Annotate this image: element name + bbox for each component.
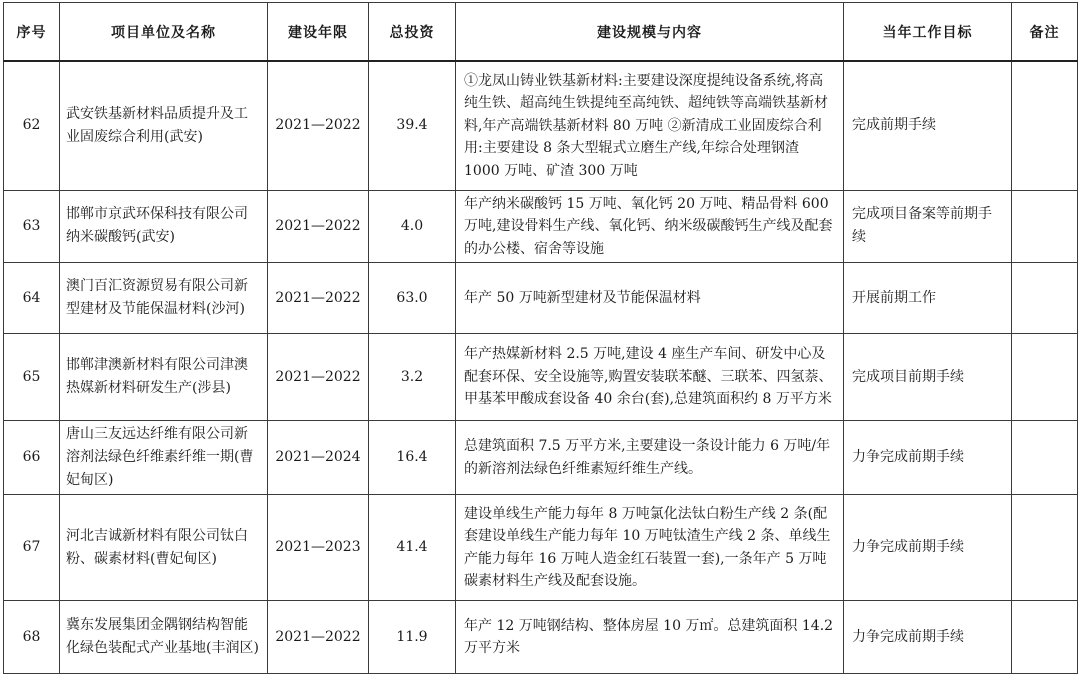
row-years: 2021—2023 (268, 495, 369, 601)
row-annual-goal: 完成项目备案等前期手续 (844, 190, 1012, 263)
header-row (4, 3, 1078, 62)
row-no: 66 (4, 421, 60, 495)
row-no: 65 (4, 334, 60, 421)
row-project-name: 冀东发展集团金隅钢结构智能化绿色装配式产业基地(丰润区) (60, 601, 268, 674)
table-row (4, 263, 1078, 334)
row-no: 64 (4, 263, 60, 334)
row-scale-content: ①龙凤山铸业铁基新材料:主要建设深度提纯设备系统,将高纯生铁、超高纯生铁提纯至高纯铁、超纯铁等高端铁基新材料,年产高端铁基新材料 80 万吨 ②新清成工业固废综合利用:主要建设 8 条大型辊式立磨生产线,年综合处理钢渣 1000 万吨、矿渣 300 万吨 (456, 61, 844, 190)
row-remarks (1012, 601, 1078, 674)
row-investment: 63.0 (369, 263, 456, 334)
row-investment: 3.2 (369, 334, 456, 421)
row-no: 67 (4, 495, 60, 601)
row-remarks (1012, 263, 1078, 334)
header-no: 序号 (4, 3, 60, 62)
row-project-name: 邯郸市京武环保科技有限公司纳米碳酸钙(武安) (60, 190, 268, 263)
row-scale-content: 年产 12 万吨钢结构、整体房屋 10 万㎡。总建筑面积 14.2 万平方米 (456, 601, 844, 674)
row-annual-goal: 开展前期工作 (844, 263, 1012, 334)
row-scale-content: 年产 50 万吨新型建材及节能保温材料 (456, 263, 844, 334)
row-scale-content: 建设单线生产能力每年 8 万吨氯化法钛白粉生产线 2 条(配套建设单线生产能力每年 10 万吨钛渣生产线 2 条、单线生产能力每年 16 万吨人造金红石装置一套),一条年产 5 万吨碳素材料生产线及配套设施。 (456, 495, 844, 601)
header-project-name: 项目单位及名称 (60, 3, 268, 62)
table-row (4, 495, 1078, 601)
row-scale-content: 年产热媒新材料 2.5 万吨,建设 4 座生产车间、研发中心及配套环保、安全设施等,购置安装联苯醚、三联苯、四氢萘、甲基苯甲酸成套设备 40 余台(套),总建筑面积约 8 万平方米 (456, 334, 844, 421)
row-years: 2021—2022 (268, 190, 369, 263)
row-annual-goal: 完成前期手续 (844, 61, 1012, 190)
table-row (4, 61, 1078, 190)
row-investment: 39.4 (369, 61, 456, 190)
table-row (4, 601, 1078, 674)
row-project-name: 邯郸津澳新材料有限公司津澳热媒新材料研发生产(涉县) (60, 334, 268, 421)
row-annual-goal: 力争完成前期手续 (844, 495, 1012, 601)
row-annual-goal: 完成项目前期手续 (844, 334, 1012, 421)
table-row (4, 334, 1078, 421)
table-row (4, 190, 1078, 263)
row-annual-goal: 力争完成前期手续 (844, 421, 1012, 495)
row-remarks (1012, 334, 1078, 421)
header-investment: 总投资 (369, 3, 456, 62)
header-years: 建设年限 (268, 3, 369, 62)
row-remarks (1012, 61, 1078, 190)
row-no: 62 (4, 61, 60, 190)
row-investment: 16.4 (369, 421, 456, 495)
row-remarks (1012, 190, 1078, 263)
row-years: 2021—2022 (268, 334, 369, 421)
header-scale-content: 建设规模与内容 (456, 3, 844, 62)
row-investment: 41.4 (369, 495, 456, 601)
row-project-name: 河北吉诚新材料有限公司钛白粉、碳素材料(曹妃甸区) (60, 495, 268, 601)
row-years: 2021—2022 (268, 263, 369, 334)
row-project-name: 唐山三友远达纤维有限公司新溶剂法绿色纤维素纤维一期(曹妃甸区) (60, 421, 268, 495)
row-years: 2021—2022 (268, 61, 369, 190)
row-remarks (1012, 421, 1078, 495)
row-no: 63 (4, 190, 60, 263)
row-remarks (1012, 495, 1078, 601)
row-years: 2021—2022 (268, 601, 369, 674)
row-scale-content: 年产纳米碳酸钙 15 万吨、氧化钙 20 万吨、精品骨料 600 万吨,建设骨料生产线、氧化钙、纳米级碳酸钙生产线及配套的办公楼、宿舍等设施 (456, 190, 844, 263)
header-annual-goal: 当年工作目标 (844, 3, 1012, 62)
project-table (3, 2, 1078, 674)
row-scale-content: 总建筑面积 7.5 万平方米,主要建设一条设计能力 6 万吨/年的新溶剂法绿色纤维素短纤维生产线。 (456, 421, 844, 495)
header-remarks: 备注 (1012, 3, 1078, 62)
row-annual-goal: 力争完成前期手续 (844, 601, 1012, 674)
row-project-name: 澳门百汇资源贸易有限公司新型建材及节能保温材料(沙河) (60, 263, 268, 334)
row-investment: 11.9 (369, 601, 456, 674)
table-row (4, 421, 1078, 495)
row-investment: 4.0 (369, 190, 456, 263)
row-years: 2021—2024 (268, 421, 369, 495)
row-no: 68 (4, 601, 60, 674)
row-project-name: 武安铁基新材料品质提升及工业固废综合利用(武安) (60, 61, 268, 190)
